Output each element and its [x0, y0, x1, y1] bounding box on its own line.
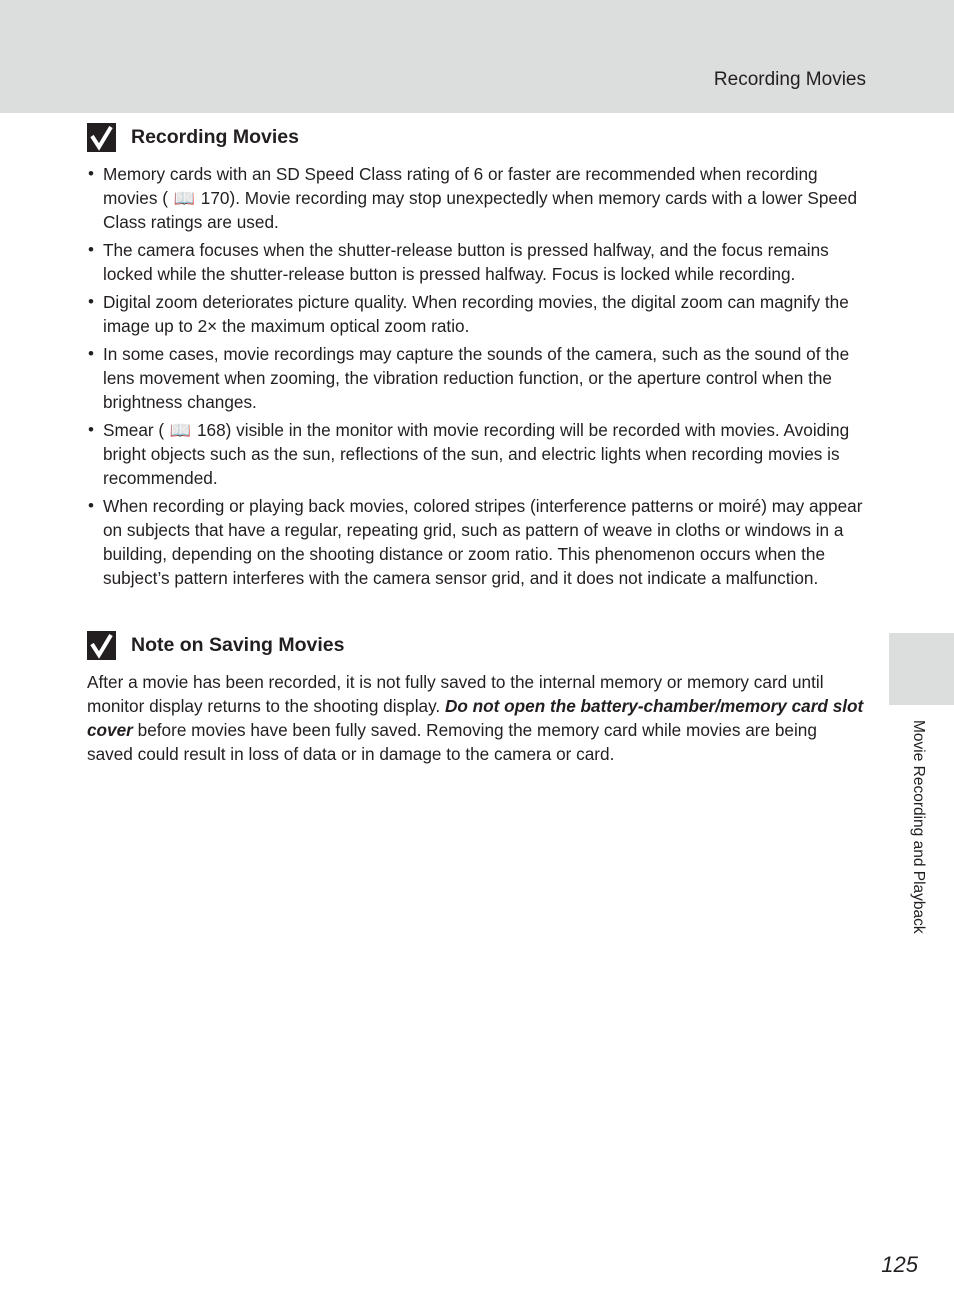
section-recording-movies [87, 121, 865, 594]
list-item [87, 418, 865, 490]
list-item [87, 342, 865, 414]
section-heading [87, 629, 865, 661]
bullet-icon: • [88, 240, 94, 259]
paragraph-text: before movies have been fully saved. Removing the memory card while movies are being saved could result in loss of data or in damage to the camera or card. [87, 720, 817, 764]
list-item-text: Memory cards with an SD Speed Class rating of 6 or faster are recommended when recording movies ( 📖 170). Movie recording may stop unexpectedly when memory cards with a lower Speed Class ratings are used. [103, 164, 858, 232]
bullet-icon: • [88, 496, 94, 515]
list-item [87, 162, 865, 234]
section-heading [87, 121, 865, 153]
list-item-text: Smear ( 📖 168) visible in the monitor with movie recording will be recorded with movies. Avoiding bright objects such as the sun, reflections of the sun, and electric lights when recording movies is recommended. [103, 420, 850, 488]
bullet-icon: • [88, 164, 94, 183]
list-item [87, 290, 865, 338]
chapter-tab-label: Movie Recording and Playback [910, 720, 927, 934]
checkmark-box-icon [87, 123, 116, 152]
list-item [87, 238, 865, 286]
bullet-list [87, 162, 865, 590]
section-title: Note on Saving Movies [131, 633, 345, 656]
section-title: Recording Movies [131, 125, 299, 148]
list-item-text: Digital zoom deteriorates picture quality. When recording movies, the digital zoom can magnify the image up to 2× the maximum optical zoom ratio. [103, 292, 849, 336]
bullet-icon: • [88, 344, 94, 363]
list-item-text: When recording or playing back movies, colored stripes (interference patterns or moiré) may appear on subjects that have a regular, repeating grid, such as pattern of weave in cloths or windows in a building, depending on the shooting distance or zoom ratio. This phenomenon occurs when the subject’s pattern interferes with the camera sensor grid, and it does not indicate a malfunction. [103, 496, 863, 588]
list-item-text: The camera focuses when the shutter-release button is pressed halfway, and the focus remains locked while the shutter-release button is pressed halfway. Focus is locked while recording. [103, 240, 829, 284]
list-item-text: In some cases, movie recordings may capture the sounds of the camera, such as the sound of the lens movement when zooming, the vibration reduction function, or the aperture control when the brightness changes. [103, 344, 850, 412]
checkmark-box-icon [87, 631, 116, 660]
list-item [87, 494, 865, 590]
bullet-icon: • [88, 420, 94, 439]
body-paragraph [87, 670, 865, 766]
running-header: Recording Movies [713, 69, 866, 90]
paragraph-text: After a movie has been recorded, it is not fully saved to the internal memory or memory card until monitor display returns to the shooting display. [87, 672, 824, 716]
chapter-tab [889, 633, 954, 705]
page-number: 125 [881, 1252, 918, 1277]
bullet-icon: • [88, 292, 94, 311]
section-note-on-saving [87, 629, 865, 766]
header-band [0, 0, 954, 113]
warning-emphasis: Do not open the battery-chamber/memory card slot cover [87, 696, 864, 740]
